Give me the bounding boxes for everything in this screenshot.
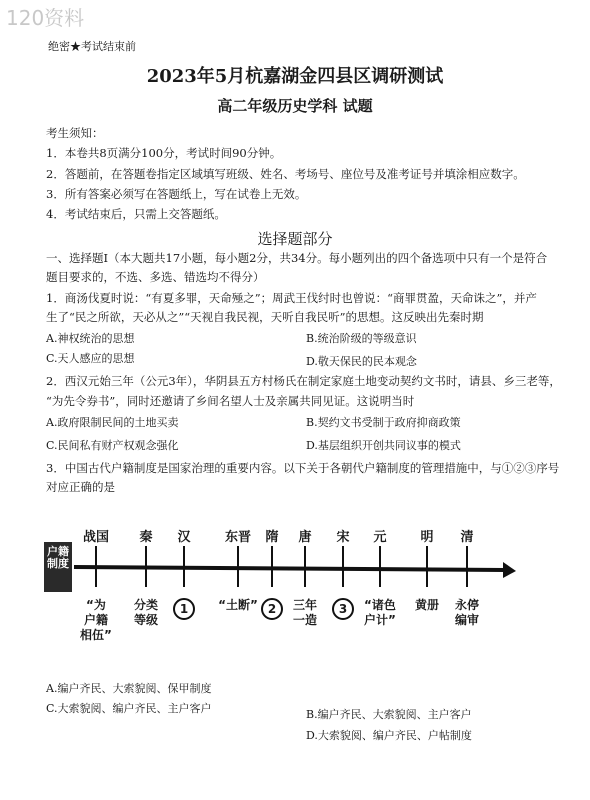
option-d[interactable]: D.基层组织开创共同议事的模式: [306, 439, 461, 452]
option-a[interactable]: A.政府限制民间的土地买卖: [46, 416, 179, 429]
exam-title: 2023年5月杭嘉湖金四县区调研测试: [146, 66, 444, 87]
dynasty-label: 唐: [298, 530, 312, 545]
dynasty-label: 东晋: [224, 530, 251, 545]
notice-heading: 考生须知：: [46, 126, 104, 140]
option-d[interactable]: D.大索貌阅、编户齐民、户帖制度: [306, 729, 472, 742]
timeline-note-line: 分类: [133, 598, 158, 612]
notice-item: 1．本卷共8页满分100分，考试时间90分钟。: [46, 146, 282, 160]
timeline-note-line: 户籍: [83, 613, 108, 627]
dynasty-label: 秦: [139, 530, 153, 545]
timeline-note-line: 等级: [133, 613, 158, 627]
timeline-note-line: 相伍”: [80, 628, 112, 642]
question-3-stem: 3．中国古代户籍制度是国家治理的重要内容。以下关于各朝代户籍制度的管理措施中，与①②③序号: [46, 461, 560, 475]
dynasty-label: 汉: [177, 530, 191, 545]
option-b[interactable]: B.契约文书受制于政府抑商政策: [306, 416, 461, 429]
notice-item: 4．考试结束后，只需上交答题纸。: [46, 207, 226, 221]
section-title: 选择题部分: [257, 230, 333, 248]
dynasty-label: 隋: [265, 530, 279, 545]
option-c[interactable]: C.民间私有财产权观念强化: [46, 439, 179, 452]
timeline-note: [80, 598, 112, 643]
exam-subtitle: 高二年级历史学科 试题: [217, 97, 373, 115]
timeline-note-line: 黄册: [414, 598, 439, 612]
notice-item: 3．所有答案必须写在答题纸上，写在试卷上无效。: [46, 187, 307, 201]
option-b[interactable]: B.统治阶级的等级意识: [306, 332, 417, 345]
secret-note: 绝密★考试结束前: [48, 40, 136, 53]
notice-item: 2．答题前，在答题卷指定区域填写班级、姓名、考场号、座位号及准考证号并填涂相应数字。: [46, 167, 525, 181]
timeline-note-line: “诸色: [364, 598, 396, 612]
timeline-note-line: 三年: [292, 598, 317, 612]
option-d[interactable]: D.敬天保民的民本观念: [306, 355, 417, 368]
question-2-stem: “为先令券书”，同时还邀请了乡间名望人士及亲属共同见证。这说明当时: [46, 394, 415, 408]
timeline-note: [455, 598, 479, 628]
dynasty-label: 战国: [82, 530, 109, 545]
timeline-note: [364, 598, 396, 628]
timeline-note: [293, 598, 317, 628]
blank-marker-3: 3: [332, 598, 354, 620]
question-2-stem: 2．西汉元始三年（公元3年），华阴县五方村杨氏在制定家庭土地变动契约文书时，请县、乡三老等，: [46, 374, 561, 388]
watermark: 120资料: [6, 6, 85, 30]
timeline-note-line: 永停: [454, 598, 479, 612]
part-intro: 题目要求的，不选、多选、错选均不得分）: [46, 270, 265, 284]
dynasty-label: 元: [373, 530, 387, 545]
timeline-note: [134, 598, 158, 628]
dynasty-label: 明: [420, 530, 434, 545]
timeline-note: [218, 598, 258, 613]
timeline-note-line: 户计”: [364, 613, 396, 627]
timeline-note: [415, 598, 439, 613]
option-a[interactable]: A.编户齐民、大索貌阅、保甲制度: [46, 682, 212, 695]
part-intro: 一、选择题Ⅰ（本大题共17小题，每小题2分，共34分。每小题列出的四个备选项中只有一个是符合: [46, 251, 548, 265]
option-b[interactable]: B.编户齐民、大索貌阅、主户客户: [306, 708, 472, 721]
option-a[interactable]: A.神权统治的思想: [46, 332, 135, 345]
question-1-stem: 生了“民之所欲，天必从之”“天视自我民视，天听自我民听”的思想。这反映出先秦时期: [46, 310, 484, 324]
dynasty-label: 宋: [336, 530, 350, 545]
dynasty-label: 清: [460, 530, 474, 545]
blank-marker-1: 1: [173, 598, 195, 620]
timeline-note-line: 编审: [454, 613, 479, 627]
timeline-arrowhead: [503, 562, 516, 578]
option-c[interactable]: C.天人感应的思想: [46, 352, 135, 365]
timeline-note-line: “土断”: [218, 598, 258, 612]
timeline-side-label: 户籍制度: [44, 542, 72, 592]
timeline-note-line: “为: [86, 598, 106, 612]
blank-marker-2: 2: [261, 598, 283, 620]
timeline-note-line: 一造: [292, 613, 317, 627]
question-1-stem: 1．商汤伐夏时说：“有夏多罪，天命殛之”；周武王伐纣时也曾说：“商罪贯盈，天命诛之”，并产: [46, 291, 537, 305]
timeline-line: [74, 567, 505, 570]
option-c[interactable]: C.大索貌阅、编户齐民、主户客户: [46, 702, 212, 715]
question-3-stem: 对应正确的是: [46, 480, 115, 494]
